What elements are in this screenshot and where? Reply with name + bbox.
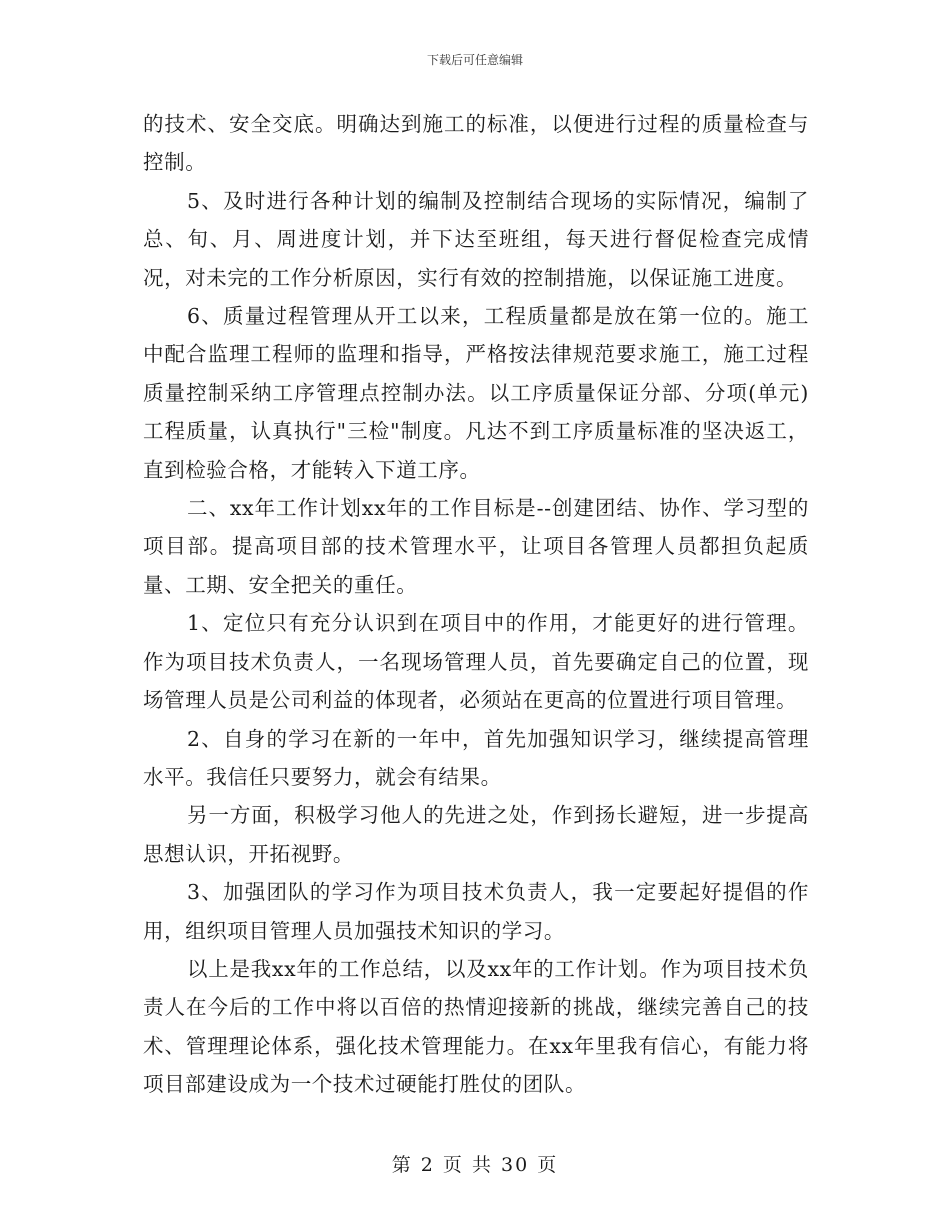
paragraph-2: 5、及时进行各种计划的编制及控制结合现场的实际情况，编制了总、旬、月、周进度计划，并下达至班组，每天进行督促检查完成情况，对未完的工作分析原因，实行有效的控制措施，以保证施工进度。 xyxy=(143,188,809,290)
page-footer: 第 2 页 共 30 页 xyxy=(391,1154,559,1176)
paragraph-9: 以上是我xx年的工作总结，以及xx年的工作计划。作为项目技术负责人在今后的工作中将以百倍的热情迎接新的挑战，继续完善自己的技术、管理理论体系，强化技术管理能力。在xx年里我有信心，有能力将项目部建设成为一个技术过硬能打胜仗的团队。 xyxy=(143,956,809,1097)
paragraph-1: 的技术、安全交底。明确达到施工的标准，以便进行过程的质量检查与控制。 xyxy=(143,112,809,175)
paragraph-5: 1、定位只有充分认识到在项目中的作用，才能更好的进行管理。作为项目技术负责人，一名现场管理人员，首先要确定自己的位置，现场管理人员是公司利益的体现者，必须站在更高的位置进行项目管理。 xyxy=(143,611,809,713)
paragraph-6: 2、自身的学习在新的一年中，首先加强知识学习，继续提高管理水平。我信任只要努力，就会有结果。 xyxy=(143,726,809,789)
paragraph-4: 二、xx年工作计划xx年的工作目标是--创建团结、协作、学习型的项目部。提高项目部的技术管理水平，让项目各管理人员都担负起质量、工期、安全把关的重任。 xyxy=(143,496,809,597)
paragraph-8: 3、加强团队的学习作为项目技术负责人，我一定要起好提倡的作用，组织项目管理人员加强技术知识的学习。 xyxy=(143,880,809,943)
paragraph-7: 另一方面，积极学习他人的先进之处，作到扬长避短，进一步提高思想认识，开拓视野。 xyxy=(143,803,809,866)
page-header: 下载后可任意编辑 xyxy=(426,53,523,67)
document-body xyxy=(143,105,809,1104)
paragraph-3: 6、质量过程管理从开工以来，工程质量都是放在第一位的。施工中配合监理工程师的监理和指导，严格按法律规范要求施工，施工过程质量控制采纳工序管理点控制办法。以工序质量保证分部、分项(单元)工程质量，认真执行"三检"制度。凡达不到工序质量标准的坚决返工，直到检验合格，才能转入下道工序。 xyxy=(143,304,809,482)
